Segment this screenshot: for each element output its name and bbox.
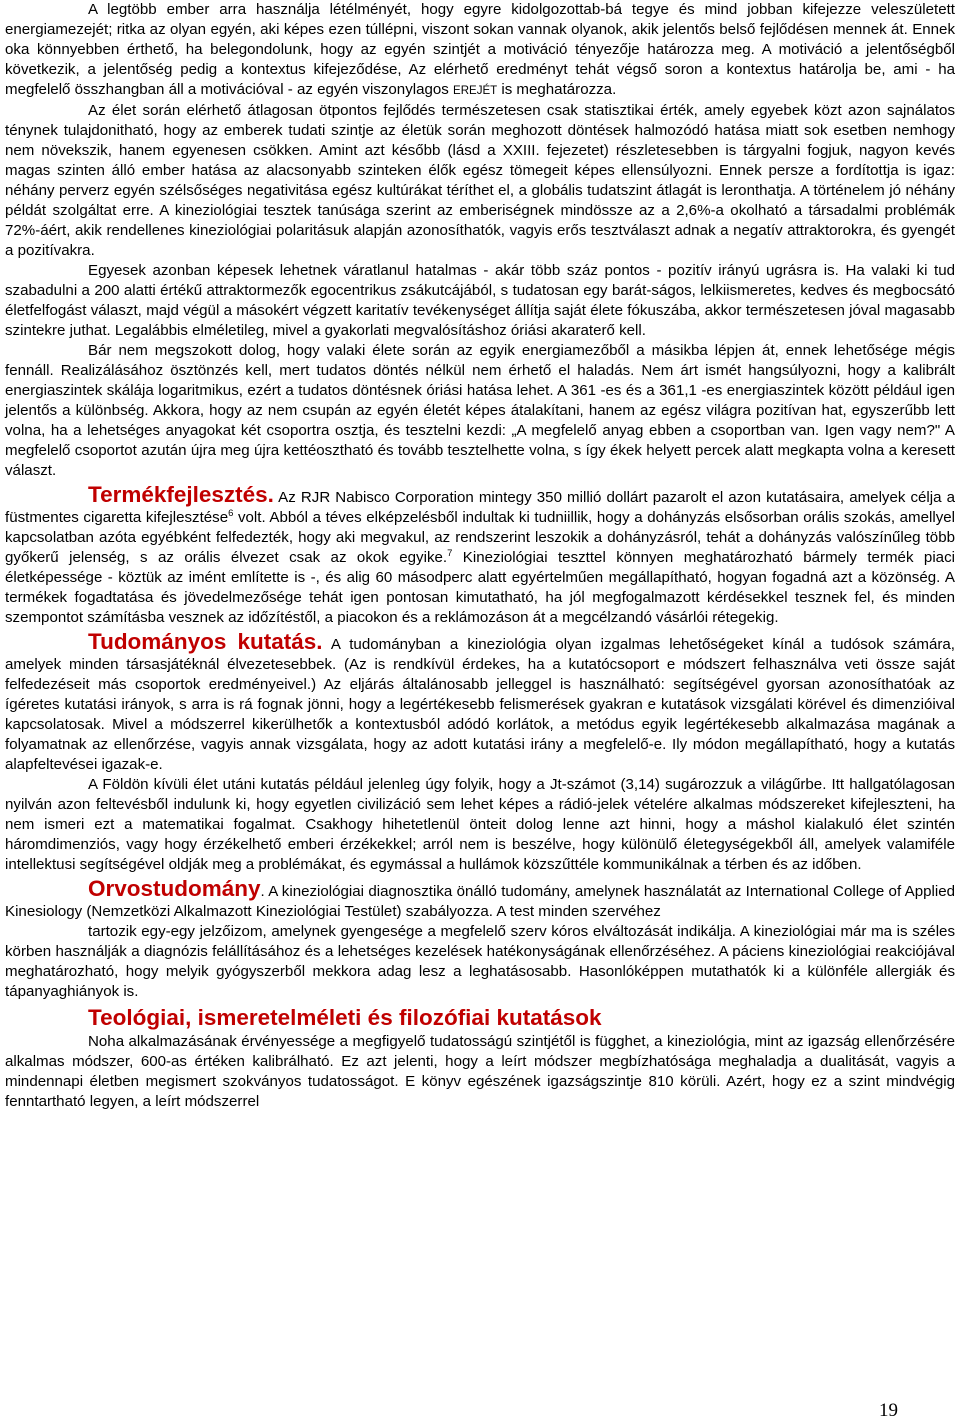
paragraph-text: A legtöbb ember arra használja létélményét, hogy egyre kidolgozottab-bá tegye és mind jobban kifejezze veleszületett energiamezejét; ritka az olyan egyén, aki képes ezen túllépni, viszont sokan vannak olyanok, akik jelentős belső fejlődésen mennek át. Ennek oka könnyebben érthető, ha belegondolunk, hogy az egyén szintjét a motiváció tényezője határozza meg. A motiváció a jelentőségből következik, a jelentőség pedig a kontextus kifejeződése, Az elérhető eredményt tehát végső soron a kontextus határolja be, ami - ha megfelelő összhangban áll a motivációval - az egyén viszonylagos	[5, 1, 955, 98]
section-product-development	[5, 482, 955, 628]
section-medicine	[5, 876, 955, 922]
paragraph-1	[5, 0, 955, 101]
paragraph-7: Noha alkalmazásának érvényessége a megfigyelő tudatosságú szintjétől is függhet, a kineziológia, mint az igazság ellenőrzésére alkalmas módszer, 600-as értéken kalibrálható. Ez azt jelenti, hogy a leírt módszer megbízhatósága meghaladja a dualitását, vagyis a mindennapi életben megismert szokványos tudatosságot. E könyv egészének igazságszintje 810 körüli. Azért, hogy ez a szint mindvégig fenntartható legyen, a leírt módszerrel	[5, 1033, 955, 1110]
section-scientific-research	[5, 629, 955, 775]
paragraph-text: A tudományban a kineziológia olyan izgalmas lehetőségeket kínál a tudósok számára, amelyek minden társasjátéknál élvezetesebbek. (Az is rendkívül érdekes, ha a kutatócsoport e módszert felhasználva veti össze saját felfedezéseit más csoportok eredményeivel.) Az eljárás általánosabb jelleggel is használható: segítségével gyorsan azonosíthatóak az ígéretes kutatási irányok, s arra is rá fognak jönni, hogy a legértékesebb felismerések gyakran e kutatások vizsgálati körével és dimenzióival kapcsolatosak. Mivel a módszerrel kikerülhetők a kontextusból adódó korlátok, a metódus egyik legértékesebb alkalmazása magának a folyamatnak az ellenőrzése, vagyis annak vizsgálata, hogy az adott kutatási irány a megfelelő-e. Ily módon megállapítható, hogy a kutatás alapfeltevései igazak-e.	[5, 636, 955, 773]
heading-product-development: Termékfejlesztés.	[88, 482, 274, 507]
paragraph-4: Bár nem megszokott dolog, hogy valaki élete során az egyik energiamezőből a másikba lépjen át, ennek lehetősége mégis fennáll. Realizálásához ösztönzés kell, mert tudatos döntés nélkül nem érhető el haladás. Nem árt ismét hangsúlyozni, hogy a kalibrált energiaszintek skálája logaritmikus, ezért a tudatos döntésnek óriási hatása lehet. A 361 -es és a 361,1 -es energiaszintek között például igen jelentős a különbség. Akkora, hogy az nem csupán az egyén életét képes átalakítani, hanem az egész világra pozitívan hat, egyszerűbb lett volna, ha a lehetséges anyagokat két csoportra osztja, és tesztelni kezdi: „A megfelelő anyag ebben a csoportban van. Igen vagy nem?" A megfelelő csoportot azután újra meg újra kettéosztható és tovább tesztelhette volna, s így ékek helyett percek alatt megkapta volna a keresett választ.	[5, 342, 955, 479]
heading-medicine: Orvostudomány	[88, 876, 261, 901]
heading-theological-research: Teológiai, ismeretelméleti és filozófiai kutatások	[88, 1005, 602, 1030]
paragraph-text: Az RJR Nabisco Corporation mintegy 350 millió dollárt pazarolt el azon kutatásaira, amelyek célja a füstmentes cigaretta kifejlesztése	[5, 489, 955, 526]
footnote-marker[interactable]: 7	[447, 547, 453, 559]
document-page	[5, 0, 955, 1112]
paragraph-text: is meghatározza.	[497, 81, 617, 98]
page-number: 19	[879, 1400, 898, 1421]
heading-period: .	[260, 883, 265, 900]
paragraph-5: A Földön kívüli élet utáni kutatás például jelenleg úgy folyik, hogy a Jt-számot (3,14) sugározzuk a világűrbe. Itt hallgatólagosan nyilván azon feltevésből indulunk ki, hogy egyetlen civilizáció sem lehet képes a rádió-jelek vételére alkalmas módszereket kifejleszteni, ha nem ismeri ezt a matematikai fogalmat. Csakhogy hihetetlenül önteit dolog lenne azt hinni, hogy a máshol kialakuló élet szintén háromdimenziós, vagy hogy érzékelhető emberi érzékekkel; arról nem is beszélve, hogy különülő életegységekből áll, amelyek valamiféle intellektusi segítségével oldják meg a problémákat, és egymással a hullámok közszűttéle kommunikálnak a térben és az időben.	[5, 776, 955, 873]
paragraph-text: A kineziológiai diagnosztika önálló tudomány, amelynek használatát az International College of Applied Kinesiology (Nemzetközi Alkalmazott Kineziológiai Testület) szabályozza. A test minden szervéhez	[5, 883, 955, 920]
heading-scientific-research: Tudományos kutatás.	[88, 629, 323, 654]
paragraph-3: Egyesek azonban képesek lehetnek váratlanul hatalmas - akár több száz pontos - pozitív irányú ugrásra is. Ha valaki ki tud szabadulni a 200 alatti értékű attraktormezők egocentrikus zsákutcájából, s tudatosan egy barát-ságos, lelkiismeretes, kedves és megbocsátó életfelfogást választ, majd végül a másokért végzett karitatív tevékenységet állítja saját élete fókuszába, akkor természetesen jóval magasabb szintekre juthat. Legalábbis elméletileg, mivel a gyakorlati megvalósításhoz óriási akaraterő kell.	[5, 262, 955, 339]
paragraph-text: Kineziológiai teszttel könnyen meghatározható bármely termék piaci életképessége - köztük az imént említette is -, és alig 60 másodperc alatt egyértelműen megállapítható, hogyan fogadná azt a közönség. A termékek fogadtatása és jövedelmezősége tehát igen pontosan kimutatható, ha jól megfogalmazott kérdésekkel tesznek fel, és minden szempontot számításba vesznek az időzítéstől, a piacokon és a reklámozáson át a megcélzandó vásárlói rétegekig.	[5, 549, 955, 626]
paragraph-2: Az élet során elérhető átlagosan ötpontos fejlődés természetesen csak statisztikai érték, amely egyebek közt azon sajnálatos ténynek tulajdonitható, hogy az emberek tudati szintje az életük során meghozott döntések halmozódó hatása miatt sok esetben nemhogy nem növekszik, hanem egyenesen csökken. Amint azt később (lásd a XXIII. fejezetet) részletesebben is tárgyalni fogjuk, nagyon kevés magas szinten álló ember hatása az alacsonyabb szinteken élők egész tömegeit képes ellensúlyozni. Ennek persze a fordítottja is igaz: néhány perverz egyén szélsőséges negativitása egész kultúrákat téríthet el, a globális tudatszint átlagát is leronthatja. A történelem jó néhány példát szolgáltat erre. A kineziológiai tesztek tanúsága szerint az emberiségnek mindössze az a 2,6%-a okolható a társadalmi problémák 72%-áért, akik rendellenes kineziológiai polaritásuk alapján azonosíthatók, vagyis erős tesztválaszt adnak a negatív attraktorokra, és gyengét a pozitívakra.	[5, 102, 955, 259]
footnote-marker[interactable]: 6	[228, 507, 234, 519]
paragraph-text: volt. Abból a téves elképzelésből indultak ki tudniillik, hogy a dohányzás elsősorban orális szokás, amellyel kapcsolatban azóta egyébként felfedezték, hogy aki megvakul, az rendszerint leszokik a dohányzásról, tehát a dohányzás valószínűleg több győkerű jelenség, s az orális élvezet csak az okok egyike.	[5, 509, 955, 566]
small-caps-word: EREJÉT	[453, 85, 498, 97]
paragraph-6: tartozik egy-egy jelzőizom, amelynek gyengesége a megfelelő szerv kóros elváltozását indikálja. A kineziológiai már ma is széles körben használják a diagnózis felállításához és a lehetséges kezelések hatékonyságának ellenőrzéséhez. A páciens kineziológiai reakciójával meghatározható, hogy melyik gyógyszerből mekkora adag lesz a leghatásosabb. Hasonlóképpen mutathatók ki a különféle allergiák és tápanyaghiányok is.	[5, 923, 955, 1000]
